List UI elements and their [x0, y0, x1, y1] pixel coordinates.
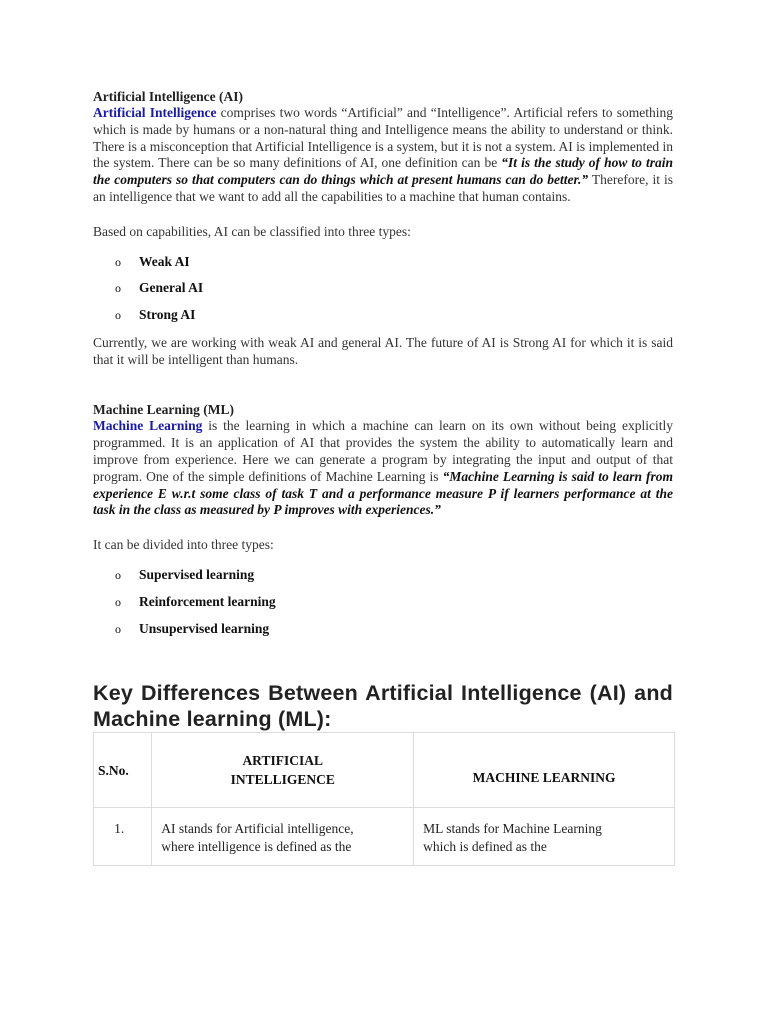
- document-page: [93, 88, 673, 866]
- header-sno: S.No.: [94, 733, 152, 808]
- row-ai-cell: AI stands for Artificial intelligence, where intelligence is defined as the: [152, 808, 414, 866]
- table-header-row: [94, 733, 675, 808]
- ai-paragraph: [93, 105, 673, 206]
- list-item: o Strong AI: [115, 307, 196, 323]
- list-item: o Unsupervised learning: [115, 620, 270, 636]
- ml-term-link[interactable]: Machine Learning: [93, 418, 203, 434]
- bullet-icon: o: [115, 621, 121, 636]
- row-ml-cell: ML stands for Machine Learning which is defined as the: [414, 808, 675, 866]
- bullet-icon: o: [115, 254, 121, 269]
- differences-table: [93, 732, 675, 866]
- list-item: o Supervised learning: [115, 567, 255, 583]
- ai-definition-quote: “It is the study of how to train the computers so that computers can do things which at present humans can do better.”: [93, 155, 673, 188]
- header-ml: MACHINE LEARNING: [414, 733, 675, 808]
- bullet-icon: o: [115, 568, 121, 583]
- list-item: o Reinforcement learning: [115, 593, 276, 609]
- ml-paragraph-text-1: is the learning in which a machine can learn on its own without being explicitly programmed. It is an application of AI that provides the system the ability to automatically learn and improve from experience. Here we can generate a program by integrating the input and output of that program. One of the simple definitions of Machine Learning is: [93, 418, 674, 484]
- ai-heading: Artificial Intelligence (AI): [93, 89, 243, 104]
- table-row: [94, 808, 675, 866]
- ai-paragraph-text-1: comprises two words “Artificial” and “Intelligence”. Artificial refers to something which is made by humans or a non-natural thing and Intelligence means the ability to understand or think. There is a misconception that Artificial Intelligence is a system, but it is not a system. AI is implemented in the system. There can be so many definitions of AI, one definition can be: [93, 105, 673, 171]
- ai-closing-paragraph: Currently, we are working with weak AI and general AI. The future of AI is Strong AI for which it is said that it will be intelligent than humans.: [93, 334, 673, 367]
- bullet-icon: o: [115, 308, 121, 323]
- row-sno: 1.: [94, 808, 152, 866]
- ml-types-list: [93, 567, 673, 647]
- differences-heading: Key Differences Between Artificial Intelligence (AI) and Machine learning (ML):: [93, 681, 673, 732]
- list-item: o Weak AI: [115, 253, 190, 269]
- bullet-icon: o: [115, 594, 121, 609]
- list-item: o General AI: [115, 280, 204, 296]
- ml-paragraph: [93, 418, 673, 519]
- ml-heading: Machine Learning (ML): [93, 402, 234, 418]
- header-ai: ARTIFICIAL INTELLIGENCE: [152, 733, 414, 808]
- bullet-icon: o: [115, 281, 121, 296]
- ai-types-list: [93, 254, 673, 334]
- ai-types-intro: Based on capabilities, AI can be classified into three types:: [93, 223, 411, 239]
- ai-term-link[interactable]: Artificial Intelligence: [93, 105, 217, 120]
- ml-types-intro: It can be divided into three types:: [93, 537, 274, 553]
- ai-paragraph-text-2: Therefore, it is an intelligence that we want to add all the capabilities to a machine that human contains.: [93, 172, 673, 204]
- ml-definition-quote: “Machine Learning is said to learn from experience E w.r.t some class of task T and a performance measure P if learners performance at the task in the class as measured by P improves with experiences.”: [93, 468, 673, 518]
